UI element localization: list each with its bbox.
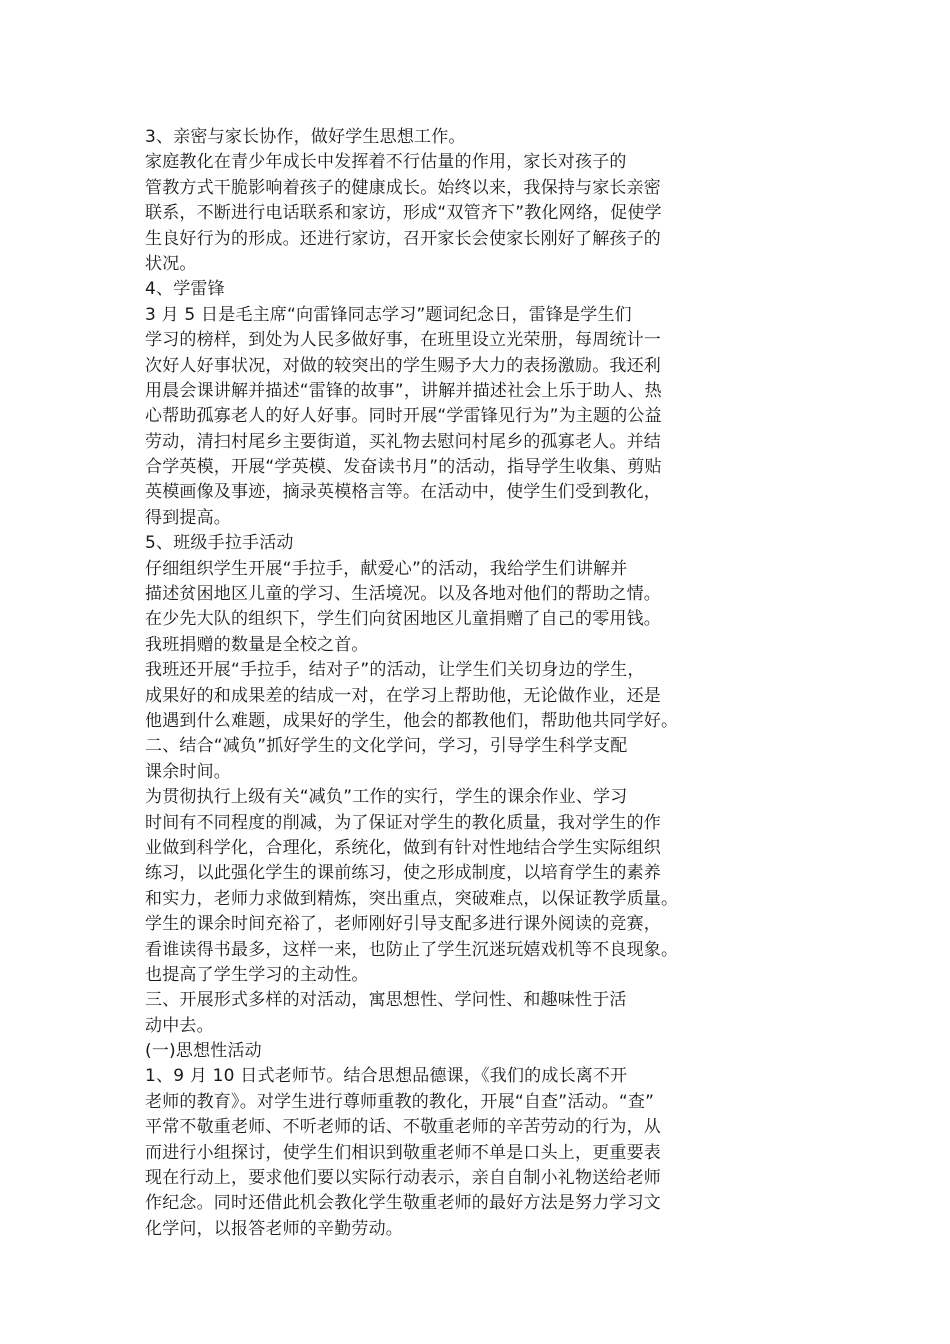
text-line: 1、9 月 10 日式老师节。结合思想品德课，《我们的成长离不开 [145, 1066, 628, 1087]
document-body [145, 125, 785, 1242]
text-line: 次好人好事状况，对做的较突出的学生赐予大力的表扬激励。我还利 [145, 355, 661, 376]
text-line: 家庭教化在青少年成长中发挥着不行估量的作用，家长对孩子的 [145, 152, 627, 173]
text-line: 我班捐赠的数量是全校之首。 [145, 634, 369, 655]
text-line: 合学英模，开展“学英模、发奋读书月”的活动，指导学生收集、剪贴 [145, 457, 662, 478]
text-line: 看谁读得书最多，这样一来，也防止了学生沉迷玩嬉戏机等不良现象。 [145, 939, 679, 960]
text-line: 英模画像及事迹，摘录英模格言等。在活动中，使学生们受到教化， [145, 482, 661, 503]
text-line: 也提高了学生学习的主动性。 [145, 964, 369, 985]
text-line: 现在行动上，要求他们要以实际行动表示，亲自自制小礼物送给老师 [145, 1168, 661, 1189]
text-line: 为贯彻执行上级有关“减负”工作的实行，学生的课余作业、学习 [145, 787, 628, 808]
text-line: 管教方式干脆影响着孩子的健康成长。始终以来，我保持与家长亲密 [145, 177, 661, 198]
text-line: (一)思想性活动 [145, 1041, 262, 1062]
text-line: 得到提高。 [145, 507, 231, 528]
text-line: 他遇到什么难题，成果好的学生，他会的都教他们，帮助他共同学好。 [145, 710, 679, 731]
text-line: 用晨会课讲解并描述“雷锋的故事”，讲解并描述社会上乐于助人、热 [145, 380, 662, 401]
text-line: 3、亲密与家长协作，做好学生思想工作。 [145, 127, 466, 147]
text-line: 描述贫困地区儿童的学习、生活境况。以及各地对他们的帮助之情。 [145, 584, 661, 605]
text-line: 5、班级手拉手活动 [145, 533, 294, 554]
text-line: 联系，不断进行电话联系和家访，形成“双管齐下”教化网络，促使学 [145, 203, 662, 224]
text-line: 平常不敬重老师、不听老师的话、不敬重老师的辛苦劳动的行为，从 [145, 1117, 661, 1138]
text-line: 作纪念。同时还借此机会教化学生敬重老师的最好方法是努力学习文 [145, 1193, 661, 1214]
text-line: 三、开展形式多样的对活动，寓思想性、学问性、和趣味性于活 [145, 990, 627, 1011]
text-line: 生良好行为的形成。还进行家访，召开家长会使家长刚好了解孩子的 [145, 228, 661, 249]
text-line: 劳动，清扫村尾乡主要街道，买礼物去慰问村尾乡的孤寡老人。并结 [145, 431, 661, 452]
text-line: 时间有不同程度的削减，为了保证对学生的教化质量，我对学生的作 [145, 812, 661, 833]
text-line: 4、学雷锋 [145, 279, 225, 300]
text-line: 动中去。 [145, 1015, 214, 1036]
text-line: 心帮助孤寡老人的好人好事。同时开展“学雷锋见行为”为主题的公益 [145, 406, 662, 427]
text-line: 在少先大队的组织下，学生们向贫困地区儿童捐赠了自己的零用钱。 [145, 609, 661, 630]
text-line: 学生的课余时间充裕了，老师刚好引导支配多进行课外阅读的竞赛， [145, 914, 661, 935]
text-line: 二、结合“减负”抓好学生的文化学问，学习，引导学生科学支配 [145, 736, 628, 757]
text-line: 老师的教育》。对学生进行尊师重教的教化，开展“自查”活动。“查” [145, 1091, 655, 1112]
text-line: 练习，以此强化学生的课前练习，使之形成制度，以培育学生的素养 [145, 863, 661, 884]
text-line: 课余时间。 [145, 761, 231, 782]
text-line: 成果好的和成果差的结成一对，在学习上帮助他，无论做作业，还是 [145, 685, 661, 706]
text-line: 仔细组织学生开展“手拉手，献爱心”的活动，我给学生们讲解并 [145, 558, 628, 579]
text-line: 业做到科学化，合理化，系统化，做到有针对性地结合学生实际组织 [145, 837, 661, 858]
text-line: 而进行小组探讨，使学生们相识到敬重老师不单是口头上，更重要表 [145, 1142, 661, 1163]
text-line: 我班还开展“手拉手，结对子”的活动，让学生们关切身边的学生， [145, 660, 645, 681]
text-line: 学习的榜样，到处为人民多做好事，在班里设立光荣册，每周统计一 [145, 330, 661, 351]
text-line: 化学问，以报答老师的辛勤劳动。 [145, 1218, 403, 1239]
text-line: 状况。 [145, 253, 197, 274]
text-line: 和实力，老师力求做到精炼，突出重点，突破难点，以保证教学质量。 [145, 888, 679, 909]
text-line: 3 月 5 日是毛主席“向雷锋同志学习”题词纪念日，雷锋是学生们 [145, 304, 632, 325]
